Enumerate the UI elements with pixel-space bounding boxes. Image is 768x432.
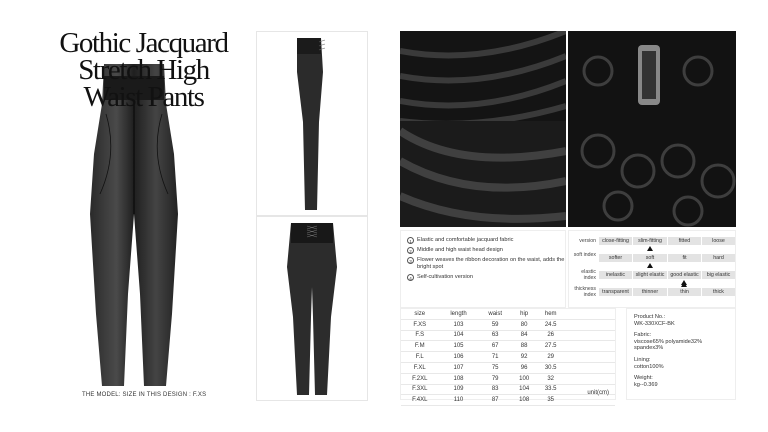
attribute-scale-panel [568,230,736,308]
detail-photo-jacquard-folds [400,31,566,121]
attr-option: good elastic [668,271,701,279]
table-header-row [401,309,615,319]
table-cell: 80 [512,319,536,330]
table-cell-spacer [565,341,615,352]
feature-item [407,247,565,254]
table-row [401,330,615,341]
table-cell: 103 [439,319,479,330]
table-cell: 63 [478,330,511,341]
table-cell: 107 [439,362,479,373]
table-row [401,319,615,330]
table-cell: 83 [478,384,511,395]
table-cell-spacer [565,319,615,330]
table-cell: F.2XL [401,373,439,384]
feature-number: 2 [407,247,414,254]
feature-text: Flower weaves the ribbon decoration on the waist, adds the bright spot [417,257,565,270]
attr-option: thinner [633,288,667,296]
model-size-note: THE MODEL: SIZE IN THIS DESIGN : F.XS [82,392,207,398]
table-cell: 59 [478,319,511,330]
table-cell: F.XL [401,362,439,373]
attr-option: soft [633,254,667,262]
feature-number: 4 [407,274,414,281]
product-title [26,27,261,113]
feature-item [407,237,565,244]
product-info [626,308,736,400]
table-cell: F.L [401,352,439,363]
feature-text: Elastic and comfortable jacquard fabric [417,237,514,243]
attr-option: slight elastic [633,271,667,279]
column-header: hem [536,309,565,319]
table-cell: 104 [439,330,479,341]
table-cell-spacer [565,352,615,363]
title-line-3: Waist Pants [83,81,204,113]
attr-option: fitted [668,237,701,245]
attr-label: version [579,238,596,244]
detail-photo-waist-ribbon [568,31,736,227]
attr-option: inelastic [599,271,632,279]
table-row [401,341,615,352]
feature-number: 3 [407,257,414,264]
table-cell: 88 [512,341,536,352]
feature-item [407,274,565,281]
table-cell-spacer [565,362,615,373]
selected-arrow-icon [681,282,687,287]
table-cell: 30.5 [536,362,565,373]
table-cell: 109 [439,384,479,395]
table-cell: 106 [439,352,479,363]
attr-option: transparent [599,288,632,296]
table-cell: 27.5 [536,341,565,352]
table-cell: 87 [478,395,511,406]
feature-number: 1 [407,237,414,244]
size-table-body [401,319,615,405]
lining-info: Lining: cotton100% [634,356,664,370]
size-table [401,309,615,406]
table-cell: F.S [401,330,439,341]
detail-photo-fabric-texture [400,121,566,227]
attr-option: close-fitting [599,237,632,245]
table-cell: 67 [478,341,511,352]
attr-row-version [569,234,737,247]
attr-option: fit [668,254,701,262]
table-cell: 35 [536,395,565,406]
column-spacer [565,309,615,319]
table-cell: 26 [536,330,565,341]
table-cell: 100 [512,373,536,384]
table-cell: 96 [512,362,536,373]
feature-text: Middle and high waist head design [417,247,503,253]
table-cell: 32 [536,373,565,384]
feature-list [400,230,566,308]
attr-option: hard [702,254,735,262]
table-cell: F.M [401,341,439,352]
table-cell: F.XS [401,319,439,330]
table-row [401,395,615,406]
attr-label: thickness index [574,286,596,298]
table-cell: F.3XL [401,384,439,395]
attr-row-elastic [569,268,737,281]
table-cell: 110 [439,395,479,406]
title-line-2: Stretch High [78,54,209,86]
attr-option: big elastic [702,271,735,279]
table-cell: 24.5 [536,319,565,330]
table-cell: 84 [512,330,536,341]
table-cell: 104 [512,384,536,395]
feature-text: Self-cultivation version [417,274,473,280]
attr-option: softer [599,254,632,262]
unit-label: unit(cm) [587,390,609,396]
attr-label: soft index [573,252,596,258]
column-header: length [439,309,479,319]
attr-label: elastic index [581,269,596,281]
column-header: size [401,309,439,319]
feature-item [407,257,565,271]
attr-option: thick [702,288,735,296]
table-cell: 33.5 [536,384,565,395]
table-cell: 108 [512,395,536,406]
table-cell: 92 [512,352,536,363]
table-cell: 75 [478,362,511,373]
attr-option: loose [702,237,735,245]
table-cell: 29 [536,352,565,363]
product-number: Product No.: WK-330XCF-BK [634,314,675,327]
title-line-1: Gothic Jacquard [59,27,228,59]
table-cell-spacer [565,395,615,406]
table-row [401,362,615,373]
table-row [401,384,615,395]
table-cell: 79 [478,373,511,384]
attr-option: thin [668,288,701,296]
table-row [401,352,615,363]
table-cell: 105 [439,341,479,352]
fabric-info: Fabric: viscose65% polyamide32% spandex3% [634,332,703,352]
table-cell: 108 [439,373,479,384]
table-cell: 71 [478,352,511,363]
table-cell-spacer [565,373,615,384]
table-cell: F.4XL [401,395,439,406]
table-cell-spacer [565,330,615,341]
attr-row-thickness [569,285,737,298]
weight-info: Weight: kg--0.369 [634,375,658,388]
size-chart [400,308,616,404]
attr-option: slim-fitting [633,237,667,245]
column-header: waist [478,309,511,319]
column-header: hip [512,309,536,319]
attr-row-soft [569,251,737,264]
back-view-photo [256,216,368,401]
table-row [401,373,615,384]
side-view-photo [256,31,368,216]
